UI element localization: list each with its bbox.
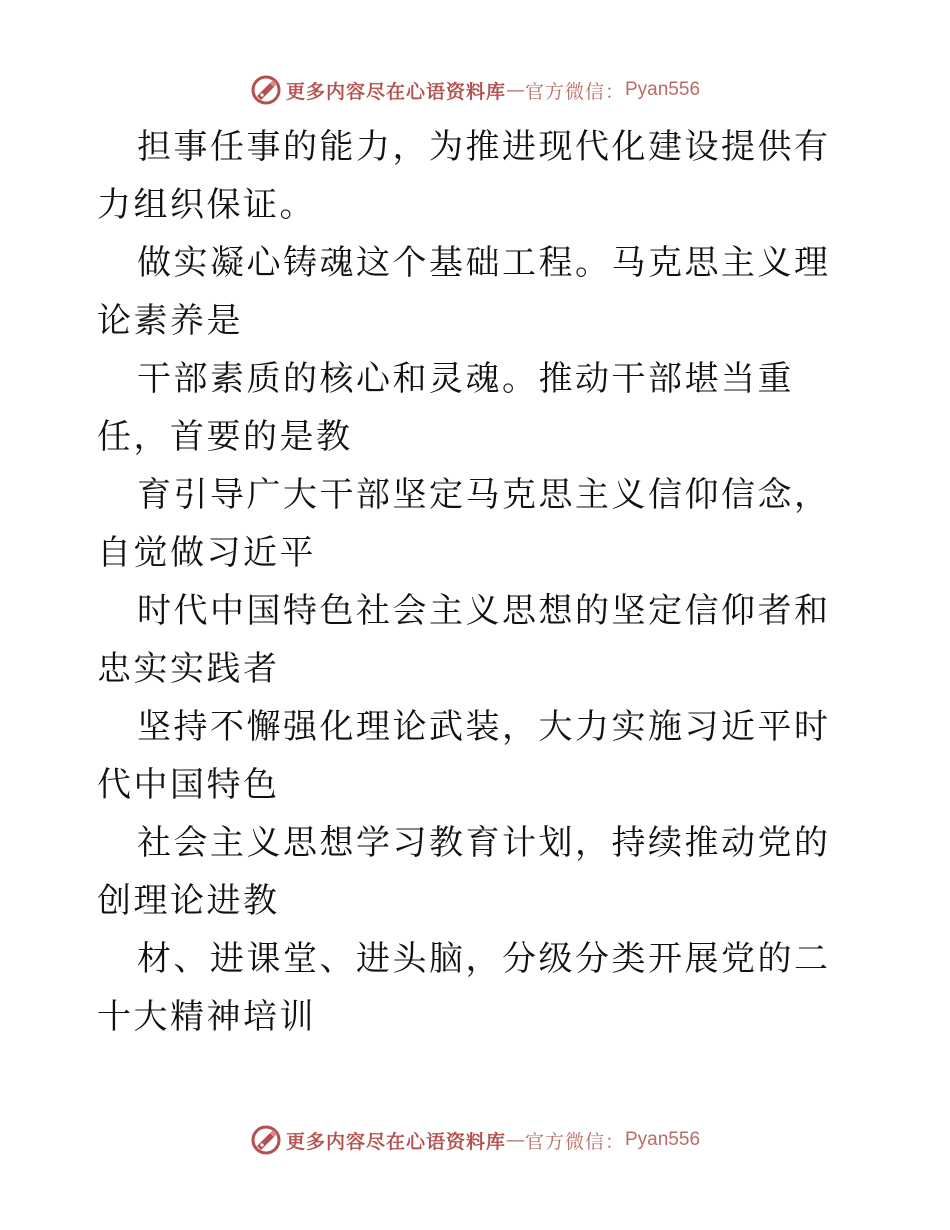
footer-brand-text: 更多内容尽在心语资料库 xyxy=(285,1130,506,1153)
header-separator: — xyxy=(505,79,525,101)
paragraph: 做实凝心铸魂这个基础工程。马克思主义理论素养是 xyxy=(97,243,831,341)
footer-wechat-id: Pyan556 xyxy=(625,1129,701,1150)
footer-separator: — xyxy=(505,1129,525,1151)
paragraph: 干部素质的核心和灵魂。推动干部堪当重任，首要的是教 xyxy=(97,359,794,457)
header-wechat-label: 官方微信： xyxy=(524,80,625,103)
document-body xyxy=(97,118,857,1046)
header-wechat-id: Pyan556 xyxy=(625,79,701,100)
footer-wechat-label: 官方微信： xyxy=(524,1130,625,1153)
footer-watermark xyxy=(0,1120,950,1160)
paragraph: 坚持不懈强化理论武装，大力实施习近平时代中国特色 xyxy=(97,707,831,805)
paragraph: 担事任事的能力，为推进现代化建设提供有力组织保证。 xyxy=(97,127,831,225)
header-brand-text: 更多内容尽在心语资料库 xyxy=(285,80,506,103)
header-watermark xyxy=(0,70,950,110)
paragraph: 育引导广大干部坚定马克思主义信仰信念，自觉做习近平 xyxy=(97,475,831,573)
pen-nib-seal-icon xyxy=(250,1124,282,1156)
paragraph: 时代中国特色社会主义思想的坚定信仰者和忠实实践者 xyxy=(97,591,831,689)
pen-nib-seal-icon xyxy=(250,74,282,106)
paragraph: 社会主义思想学习教育计划，持续推动党的创理论进教 xyxy=(97,823,831,921)
paragraph: 材、进课堂、进头脑，分级分类开展党的二十大精神培训 xyxy=(97,939,831,1037)
